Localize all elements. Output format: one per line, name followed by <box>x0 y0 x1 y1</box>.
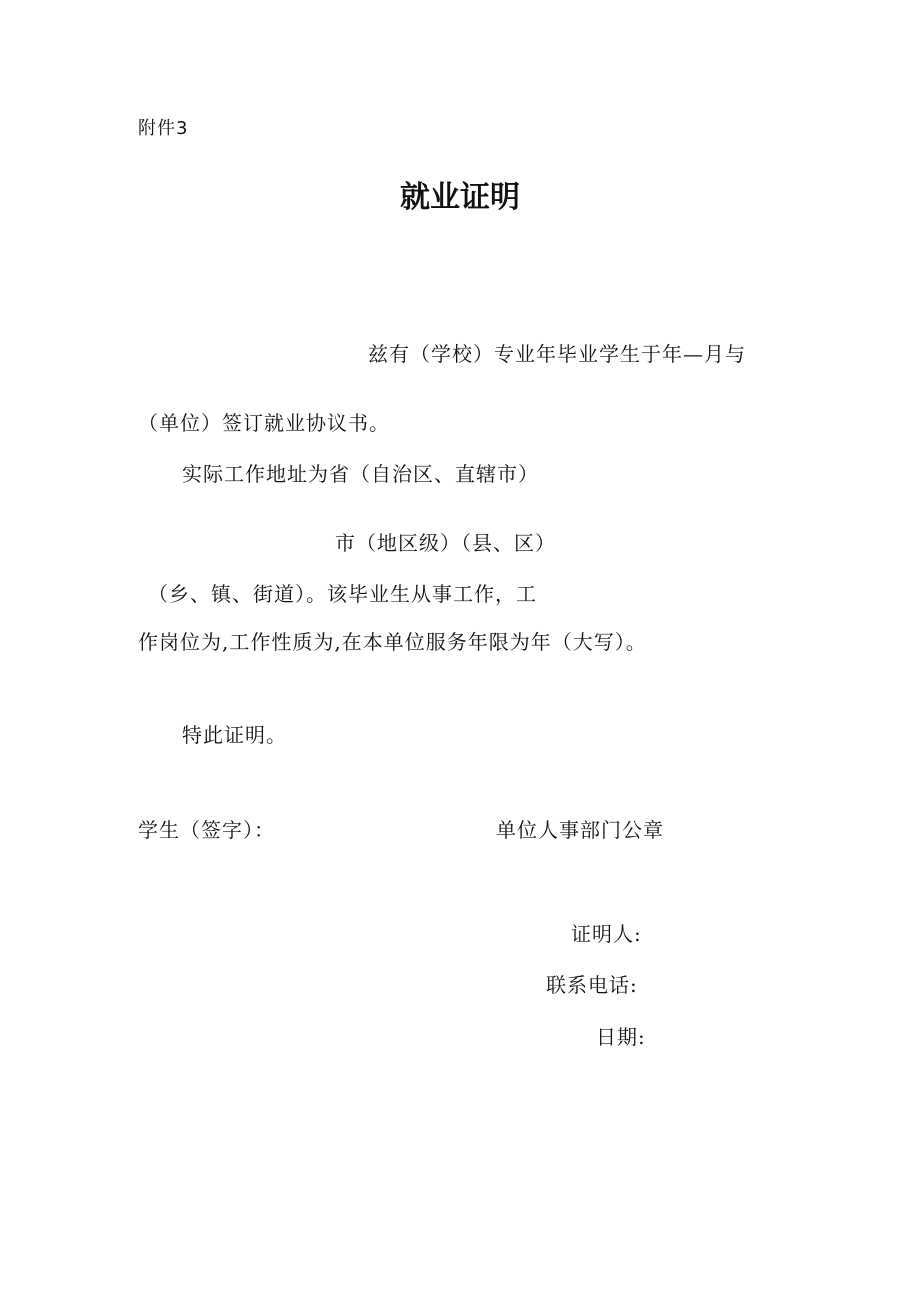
body-line-6: 作岗位为,工作性质为,在本单位服务年限为年（大写）。 <box>138 630 647 654</box>
body-line-1: 兹有（学校）专业年毕业学生于年—月与 <box>368 342 746 366</box>
student-signature-label: 学生（签字）： <box>138 818 275 842</box>
document-title: 就业证明 <box>400 180 520 215</box>
date-label: 日期: <box>596 1025 646 1049</box>
closing-statement: 特此证明。 <box>182 723 287 747</box>
certifier-label: 证明人: <box>571 922 642 946</box>
body-line-3: 实际工作地址为省（自治区、直辖市） <box>182 462 539 486</box>
unit-seal-label: 单位人事部门公章 <box>496 818 664 842</box>
body-line-2: （单位）签订就业协议书。 <box>138 411 390 435</box>
body-line-4: 市（地区级）（县、区） <box>335 531 556 555</box>
body-line-5: （乡、镇、街道）。该毕业生从事工作，工 <box>148 582 537 606</box>
annex-label: 附件3 <box>138 118 189 139</box>
contact-phone-label: 联系电话: <box>546 973 638 997</box>
